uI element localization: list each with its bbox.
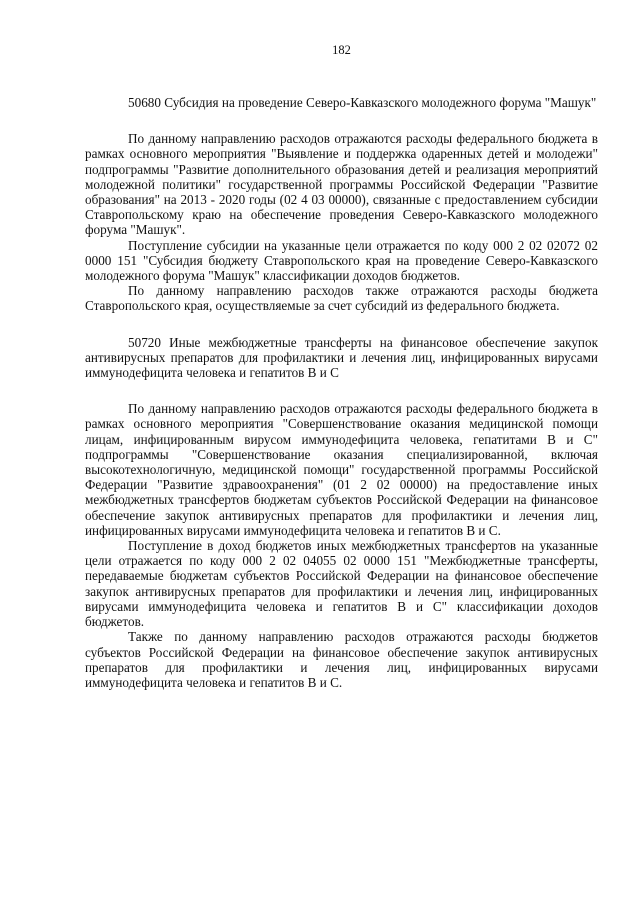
section-spacer (85, 314, 598, 335)
spacer (85, 380, 598, 401)
paragraph: По данному направлению расходов также отражаются расходы бюджета Ставропольского края, осуществляемые за счет субсидий из федерального бюджета. (85, 283, 598, 314)
section-50680 (85, 95, 598, 314)
section-title: 50680 Субсидия на проведение Северо-Кавказского молодежного форума "Машук" (128, 95, 597, 110)
page-number: 182 (332, 43, 351, 57)
paragraph: Поступление субсидии на указанные цели отражается по коду 000 2 02 02072 02 0000 151 "Субсидия бюджету Ставропольского края на проведение Северо-Кавказского молодежного форума "Машук" классификации доходов бюджетов. (85, 237, 598, 284)
spacer (85, 110, 598, 131)
section-title: 50720 Иные межбюджетные трансферты на финансовое обеспечение закупок антивирусных препаратов для профилактики и лечения лиц, инфицированных вирусами иммунодефицита человека и гепатитов B и C (85, 334, 598, 381)
paragraph: Поступление в доход бюджетов иных межбюджетных трансфертов на указанные цели отражается по коду 000 2 02 04055 02 0000 151 "Межбюджетные трансферты, передаваемые бюджетам субъектов Российской Федерации на финансовое обеспечение закупок антивирусных препаратов для профилактики и лечения лиц, инфицированных вирусами иммунодефицита человека и гепатитов B и C" классификации доходов бюджетов. (85, 538, 598, 630)
paragraph: Также по данному направлению расходов отражаются расходы бюджетов субъектов Российской Федерации на финансовое обеспечение закупок антивирусных препаратов для профилактики и лечения лиц, инфицированных вирусами иммунодефицита человека и гепатитов B и C. (85, 629, 598, 690)
paragraph: По данному направлению расходов отражаются расходы федерального бюджета в рамках основного мероприятия "Совершенствование оказания медицинской помощи лицам, инфицированным вирусом иммунодефицита человека, гепатитами B и C" подпрограммы "Совершенствование оказания специализированной, включая высокотехнологичную, медицинской помощи" государственной программы Российской Федерации "Развитие здравоохранения" (01 2 02 00000) на предоставление иных межбюджетных трансфертов бюджетам субъектов Российской Федерации на финансовое обеспечение закупок антивирусных препаратов для профилактики и лечения лиц, инфицированных вирусами иммунодефицита человека и гепатитов B и C. (85, 401, 598, 538)
section-50720 (85, 335, 598, 690)
paragraph: По данному направлению расходов отражаются расходы федерального бюджета в рамках основного мероприятия "Выявление и поддержка одаренных детей и молодежи" подпрограммы "Развитие дополнительного образования детей и реализация мероприятий молодежной политики" государственной программы Российской Федерации "Развитие образования" на 2013 - 2020 годы (02 4 03 00000), связанные с предоставлением субсидии Ставропольскому краю на обеспечение проведения Северо-Кавказского молодежного форума "Машук". (85, 131, 598, 238)
